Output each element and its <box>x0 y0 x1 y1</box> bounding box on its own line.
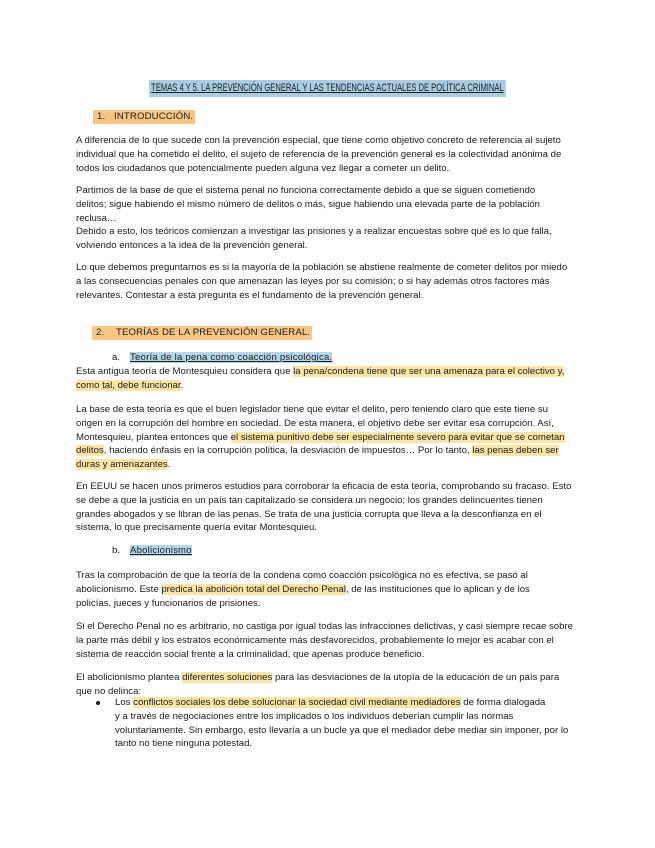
paragraph-line: Si el Derecho Penal no es arbitrario, no castiga por igual todas las infracciones delictivas, y casi siempre recae sobre <box>76 621 573 632</box>
paragraph-line: Debido a esto, los teóricos comienzan a investigar las prisiones y a realizar encuestas sobre qué es lo que falla, <box>76 226 552 238</box>
text-segment: abolicionismo. Este <box>76 583 162 595</box>
paragraph-line: individual que ha cometido el delito, el sujeto de referencia de la prevención general es la colectividad anónima de <box>76 148 562 160</box>
paragraph-line <box>76 431 565 445</box>
paragraph <box>76 184 552 253</box>
paragraph-line: y a través de negociaciones entre los implicados o los individuos deberían cumplir las normas <box>115 710 514 722</box>
section-title: INTRODUCCIÓN. <box>114 111 194 122</box>
subsection-heading-abolicionismo <box>112 544 192 558</box>
subsection-title: Abolicionismo <box>130 545 192 556</box>
highlighted-text: el sistema punitivo debe ser especialmente severo para evitar que se cometan <box>230 431 565 443</box>
paragraph-line: todos los ciudadanos que potencialmente pueden alguna vez llegar a cometer un delito. <box>76 162 450 174</box>
paragraph <box>76 261 567 302</box>
text-segment: . <box>180 379 184 391</box>
paragraph <box>76 480 571 535</box>
paragraph-line <box>76 444 565 458</box>
text-segment: Esta antigua teoría de Montesquieu considera que <box>76 366 294 377</box>
subsection-heading-teoria-pena <box>112 351 332 365</box>
paragraph-line <box>76 671 559 685</box>
text-segment: , de las instituciones que lo aplican y de los <box>345 583 530 595</box>
paragraph <box>76 620 573 661</box>
paragraph <box>76 134 561 175</box>
section-title: TEORÍAS DE LA PREVENCIÓN GENERAL. <box>116 327 311 338</box>
paragraph-line: En EEUU se hacen unos primeros estudios para corroborar la eficacia de esta teoría, comprobando su fracaso. Esto <box>76 481 572 492</box>
highlighted-text: diferentes soluciones <box>182 672 273 683</box>
paragraph-line: sistema de reacción social frente a la criminalidad, que apenas produce beneficio. <box>76 648 425 660</box>
paragraph <box>76 569 530 610</box>
paragraph-line: se debe a que la justicia en un país tan capitalizado se considera un negocio; los grandes delincuentes tienen <box>76 494 543 506</box>
title-bar <box>0 80 655 97</box>
text-segment: Los <box>115 697 134 708</box>
highlighted-text: conflictos sociales los debe solucionar la sociedad civil mediante mediadores <box>133 697 461 708</box>
paragraph-line: Lo que debemos preguntarnos es si la mayoría de la población se abstiene realmente de cometer delitos por miedo <box>76 262 568 273</box>
paragraph-line <box>76 583 530 597</box>
text-segment: Montesquieu, plantea entonces que <box>76 431 231 443</box>
section-number: 2. <box>96 327 105 338</box>
paragraph-line: reclusa… <box>76 212 117 224</box>
highlighted-text: como tal, debe funcionar <box>76 379 181 391</box>
paragraph <box>76 365 564 393</box>
section-heading-highlight <box>93 110 195 124</box>
paragraph-line: Tras la comprobación de que la teoría de la condena como coacción psicológica no es efectiva, se pasó al <box>76 570 528 581</box>
document-title: TEMAS 4 Y 5. LA PREVENCIÓN GENERAL Y LAS TENDENCIAS ACTUALES DE POLÍTICA CRIMINAL <box>149 80 506 97</box>
paragraph-line <box>115 696 568 710</box>
paragraph-line: grandes abogados y se libran de las penas. Se trata de una justicia corrupta que lleva a la desconfianza en el <box>76 508 542 520</box>
text-segment: para las desviaciones de la utopía de la educación de un país para <box>272 672 560 683</box>
subsection-marker: b. <box>112 545 121 556</box>
section-heading-introduccion <box>93 110 195 124</box>
paragraph-line: delitos; sigue habiendo el mismo número de delitos o más, sigue habiendo una elevada parte de la población <box>76 198 541 210</box>
section-heading-teorias <box>92 326 312 340</box>
highlighted-text: predica la abolición total del Derecho Penal <box>161 583 346 595</box>
paragraph-line: Partimos de la base de que el sistema penal no funciona correctamente debido a que se siguen cometiendo <box>76 185 536 196</box>
paragraph <box>76 671 559 699</box>
paragraph-line: La base de esta teoría es que el buen legislador tiene que evitar el delito, pero teniendo claro que este tiene su <box>76 404 549 415</box>
text-segment: de forma dialogada <box>460 697 546 708</box>
paragraph-line: origen en la corrupción del hombre en sociedad. De esta manera, el objetivo debe ser evitar esa corrupción. Así, <box>76 417 554 429</box>
section-number: 1. <box>97 111 106 122</box>
list-item-text <box>115 696 568 751</box>
subsection-marker: a. <box>112 352 121 363</box>
paragraph-line: volviendo entonces a la idea de la prevención general. <box>76 240 308 252</box>
paragraph-line: a las consecuencias penales con que amenazan las leyes por su comisión; o si hay además otros factores más <box>76 275 550 287</box>
paragraph-line: relevantes. Contestar a esta pregunta es el fundamento de la prevención general. <box>76 289 424 301</box>
paragraph-line: A diferencia de lo que sucede con la prevención especial, que tiene como objetivo concreto de referencia al sujeto <box>76 135 561 146</box>
highlighted-text: duras y amenazantes <box>76 459 168 471</box>
paragraph-line <box>76 458 565 472</box>
paragraph-line: voluntariamente. Sin embargo, esto llevaría a un bucle ya que el mediador debe mediar sin imponer, por lo <box>115 724 569 736</box>
highlighted-text: las penas deben ser <box>472 445 559 457</box>
paragraph-line: sistema, lo que precisamente quería evitar Montesquieu. <box>76 522 318 534</box>
text-segment: , haciendo énfasis en la corrupción política, la desviación de impuestos… Por lo tanto, <box>103 445 473 457</box>
text-segment: . <box>167 459 171 471</box>
paragraph-line <box>76 379 564 393</box>
highlighted-text: la pena/condena tiene que ser una amenaza para el colectivo y, <box>293 366 565 377</box>
subsection-title: Teoría de la pena como coacción psicológica. <box>130 352 333 363</box>
text-segment: El abolicionismo plantea <box>76 672 183 683</box>
paragraph-line: policías, jueces y funcionarios de prisiones. <box>76 597 261 609</box>
paragraph-line: la parte más débil y los estratos económicamente más desfavorecidos, probablemente lo mejor es acabar con el <box>76 634 554 646</box>
bullet-icon <box>96 701 100 705</box>
paragraph-line: tanto no tiene ninguna potestad. <box>115 738 253 750</box>
highlighted-text: delitos <box>76 445 104 457</box>
bullet-list <box>0 696 655 756</box>
paragraph-line <box>76 365 564 379</box>
paragraph-line: que no delinca: <box>76 685 142 697</box>
paragraph <box>76 403 565 472</box>
section-heading-highlight <box>92 326 312 340</box>
